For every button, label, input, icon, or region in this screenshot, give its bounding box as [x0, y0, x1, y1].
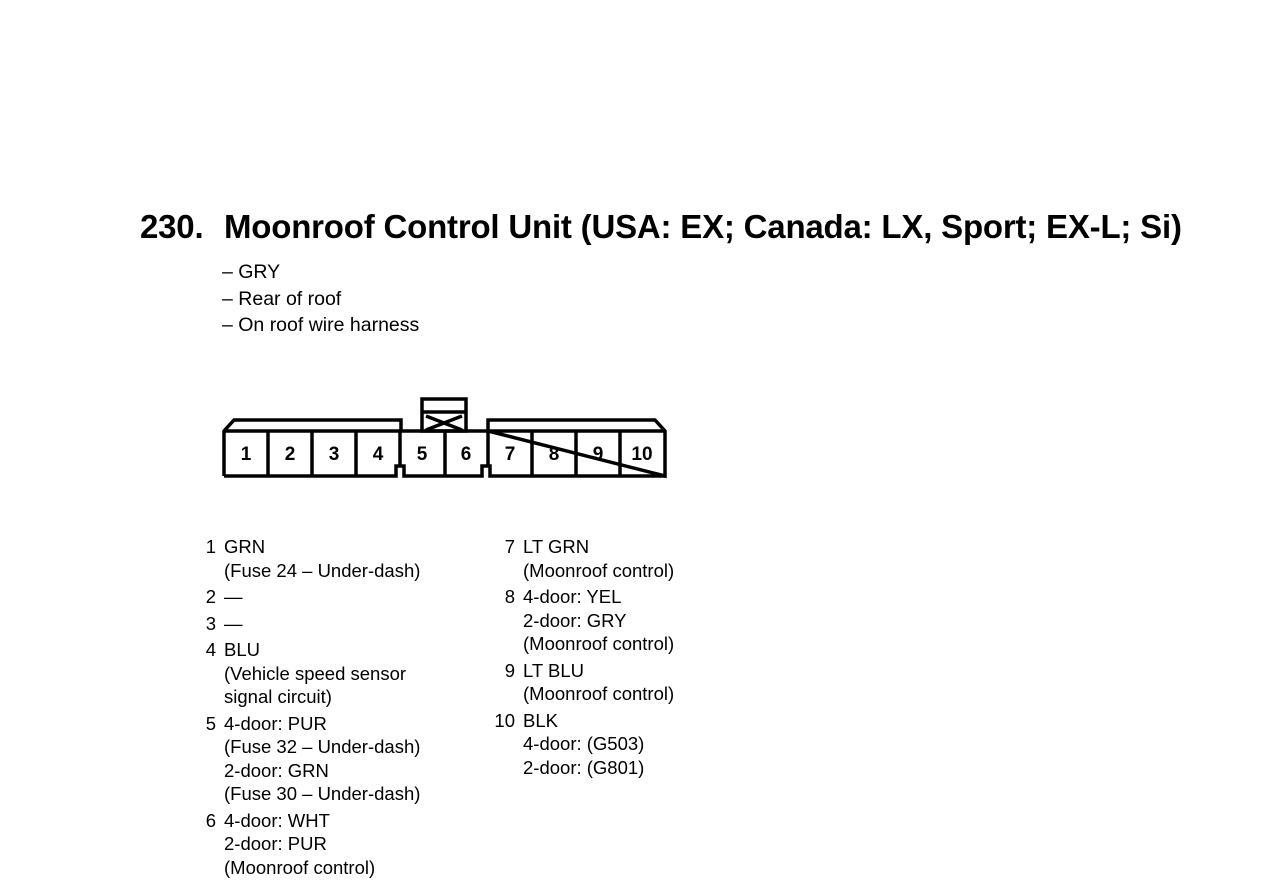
- wire-color: 4-door: YEL: [523, 586, 622, 607]
- pin-list-right: [490, 535, 674, 782]
- pin-label-7: 7: [504, 444, 516, 465]
- wire-color: LT GRN: [523, 536, 590, 557]
- pin-label-2: 2: [284, 444, 296, 465]
- pin-entry: [192, 638, 420, 709]
- pin-number: 3: [205, 612, 216, 634]
- pin-number: 5: [205, 712, 216, 734]
- wire-note: (Moonroof control): [523, 633, 675, 654]
- pin-label-3: 3: [328, 444, 340, 465]
- component-number: 230.: [140, 208, 204, 245]
- lock-tab-cross: [426, 416, 462, 430]
- pin-entry: [192, 809, 420, 880]
- pin-label-5: 5: [416, 444, 428, 465]
- wire-note: (Moonroof control): [523, 559, 675, 581]
- pin-entry: [490, 535, 674, 582]
- wire-color: 4-door: PUR: [224, 712, 327, 734]
- wire-color: GRN: [224, 536, 266, 557]
- pin-number: 6: [205, 809, 216, 831]
- connector-diagram: [220, 394, 680, 489]
- pin-label-10: 10: [631, 444, 653, 465]
- wire-color: BLK: [523, 709, 558, 731]
- ground-note: 2-door: (G801): [523, 756, 645, 778]
- info-color: – GRY: [222, 261, 281, 283]
- lock-tab: [422, 399, 466, 431]
- pin-label-6: 6: [460, 444, 472, 465]
- connector-face-drawing: [220, 394, 680, 484]
- wire-note: (Fuse 30 – Under-dash): [224, 783, 421, 804]
- component-name: Moonroof Control Unit (USA: EX; Canada: LX, Sport; EX-L; Si): [224, 208, 1182, 245]
- wire-note: (Fuse 32 – Under-dash): [224, 736, 421, 757]
- pin-label-9: 9: [592, 444, 604, 465]
- pin-number: 9: [504, 659, 515, 681]
- pin-label-8: 8: [548, 444, 560, 465]
- wire-color: 2-door: GRN: [224, 759, 329, 781]
- wire-note: (Moonroof control): [224, 856, 376, 878]
- wire-color: BLU: [224, 639, 260, 660]
- wire-note: signal circuit): [224, 686, 332, 707]
- wire-note: (Fuse 24 – Under-dash): [224, 559, 421, 581]
- wire-color: 2-door: GRY: [523, 609, 627, 631]
- pin-entry: [192, 585, 420, 609]
- pin-entry: [192, 612, 420, 636]
- pin-number: 7: [504, 536, 515, 557]
- pin-number: 8: [504, 586, 515, 607]
- info-location: – Rear of roof: [222, 287, 342, 310]
- pin-entry: [192, 535, 420, 582]
- pin-label-4: 4: [372, 444, 384, 465]
- pin-number: 2: [205, 586, 216, 607]
- ground-note: 4-door: (G503): [523, 733, 645, 754]
- info-harness: – On roof wire harness: [222, 314, 420, 336]
- pin-entry: [490, 585, 674, 656]
- wire-color: 4-door: WHT: [224, 809, 330, 831]
- pin-number: 10: [494, 709, 515, 731]
- pin-entry: [490, 709, 674, 780]
- pin-number: 1: [205, 536, 216, 557]
- wire-color: —: [224, 612, 243, 634]
- wire-color: —: [224, 586, 243, 607]
- wire-note: (Vehicle speed sensor: [224, 662, 407, 684]
- pin-entry: [192, 712, 420, 806]
- pin-list-left: [192, 535, 420, 882]
- wire-color: LT BLU: [523, 659, 585, 681]
- pin-entry: [490, 659, 674, 706]
- pin-number: 4: [205, 639, 216, 660]
- wire-note: (Moonroof control): [523, 683, 675, 704]
- wire-color: 2-door: PUR: [224, 833, 327, 854]
- page-title: [140, 208, 1182, 246]
- connector-info: [222, 259, 419, 339]
- pin-label-1: 1: [240, 444, 252, 465]
